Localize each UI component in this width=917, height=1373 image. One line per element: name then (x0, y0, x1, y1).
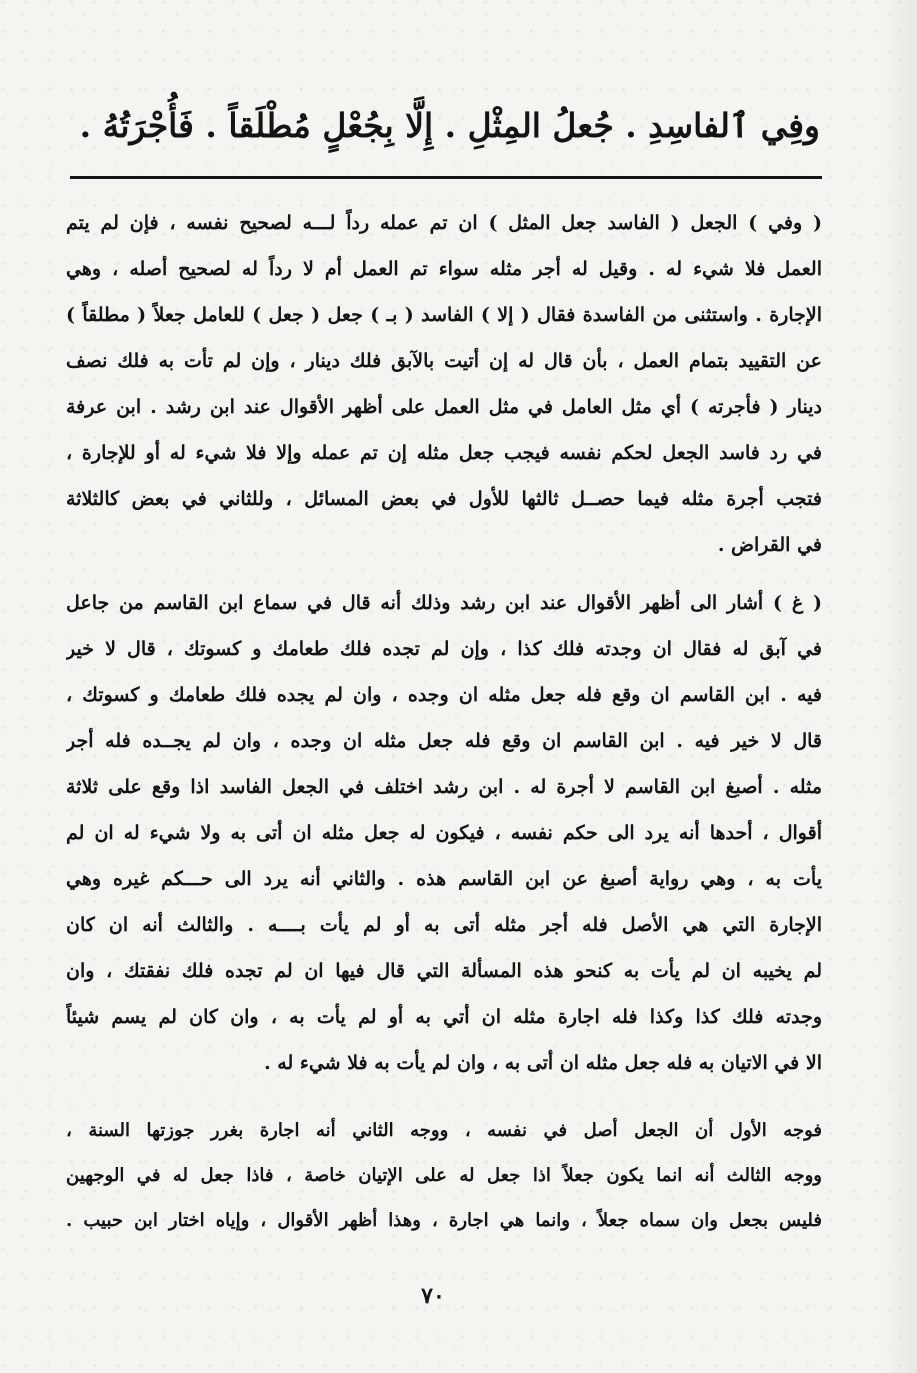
text-line: ( غ ) أشار الى أظهر الأقوال عند ابن رشد وذلك أنه قال في سماع ابن القاسم من جاعل (66, 592, 822, 614)
text-line: فيه . ابن القاسم ان وقع فله جعل مثله ان وجده ، وان لم يجده فلك طعامك و كسوتك ، (66, 684, 822, 706)
text-line: ووجه الثالث أنه انما يكون جعلاً اذا جعل له على الإتيان خاصة ، فاذا جعل له في الوجهين (66, 1165, 822, 1186)
text-line: وجدته فلك كذا وكذا فله اجارة مثله ان أتي به أو لم يأت به ، وان كان لم يسم شيئاً (66, 1006, 822, 1028)
text-line: عن التقييد بتمام العمل ، بأن قال له إن أتيت بالآبق فلك دينار ، وإن لم تأت به فلك نصف (66, 350, 822, 372)
text-line: دينار ( فأجرته ) أي مثل العامل في مثل العمل على أظهر الأقوال عند ابن رشد . ابن عرفة (66, 396, 822, 418)
page-edge-shadow (877, 0, 917, 1373)
commentary-paragraph-2 (66, 580, 822, 1086)
commentary-paragraph-1 (66, 200, 822, 568)
commentary-paragraph-3 (66, 1108, 822, 1243)
text-line: لم يخيبه ان لم يأت به كنحو هذه المسألة التي قال فيها ان لم تجده فلك نفقتك ، وان (66, 960, 822, 982)
text-line: أقوال ، أحدها أنه يرد الى حكم نفسه ، فيكون له جعل مثله ان أتى به ولا شيء له ان لم (66, 822, 822, 844)
text-line: فوجه الأول أن الجعل أصل في نفسه ، ووجه الثاني أنه اجارة بغرر جوزتها السنة ، (66, 1120, 822, 1141)
text-line: مثله . أصبغ ابن القاسم لا أجرة له . ابن رشد اختلف في الجعل الفاسد اذا وقع على ثلاثة (66, 776, 822, 798)
text-line: فتجب أجرة مثله فيما حصــل ثالثها للأول في بعض المسائل ، وللثاني في بعض كالثلاثة (66, 488, 822, 510)
text-line: قال لا خير فيه . ابن القاسم ان وقع فله جعل مثله ان وجده ، وان لم يجــده فله أجر (66, 730, 822, 752)
text-line: في رد فاسد الجعل لحكم نفسه فيجب جعل مثله إن تم عمله وإلا فلا شيء له أو للإجارة ، (66, 442, 822, 464)
text-line: ( وفي ) الجعل ( الفاسد جعل المثل ) ان تم عمله رداً لـــه لصحيح نفسه ، فإن لم يتم (66, 212, 822, 234)
text-line: في آبق له فقال ان وجدته فلك كذا ، وإن لم تجده فلك طعامك و كسوتك ، قال لا خير (66, 638, 822, 660)
text-line: العمل فلا شيء له . وقيل له أجر مثله سواء تم العمل أم لا رداً له لصحيح أصله ، وهي (66, 258, 822, 280)
text-line: الا في الاتيان به فله جعل مثله ان أتى به ، وان لم يأت به فلا شيء له . (264, 1052, 822, 1074)
header-divider-rule (70, 176, 822, 179)
text-line: فليس بجعل وان سماه جعلاً ، وانما هي اجارة ، وهذا أظهر الأقوال ، وإياه اختار ابن حبيب . (66, 1210, 822, 1231)
text-line: في القراض . (717, 534, 822, 556)
text-line: يأت به ، وهي رواية أصبغ عن ابن القاسم هذه . والثاني أنه يرد الى حـــكم غيره وهي (66, 868, 822, 890)
matn-verse-heading: وفِي ٱلفاسِدِ . جُعلُ المِثْلِ . إِلَّا بِجُعْلٍ مُطْلَقاً . فَأُجْرَتُهُ . (79, 106, 820, 145)
text-line: الإجارة . واستثنى من الفاسدة فقال ( إلا ) الفاسد ( بـ ) جعل ( جعل ) للعامل جعلاً ( مطلقاً ) (66, 304, 822, 326)
page-number: ٧٠ (421, 1283, 445, 1309)
text-line: الإجارة التي هي الأصل فله أجر مثله أتى به أو لم يأت بــــه . والثالث أنه ان كان (66, 914, 822, 936)
